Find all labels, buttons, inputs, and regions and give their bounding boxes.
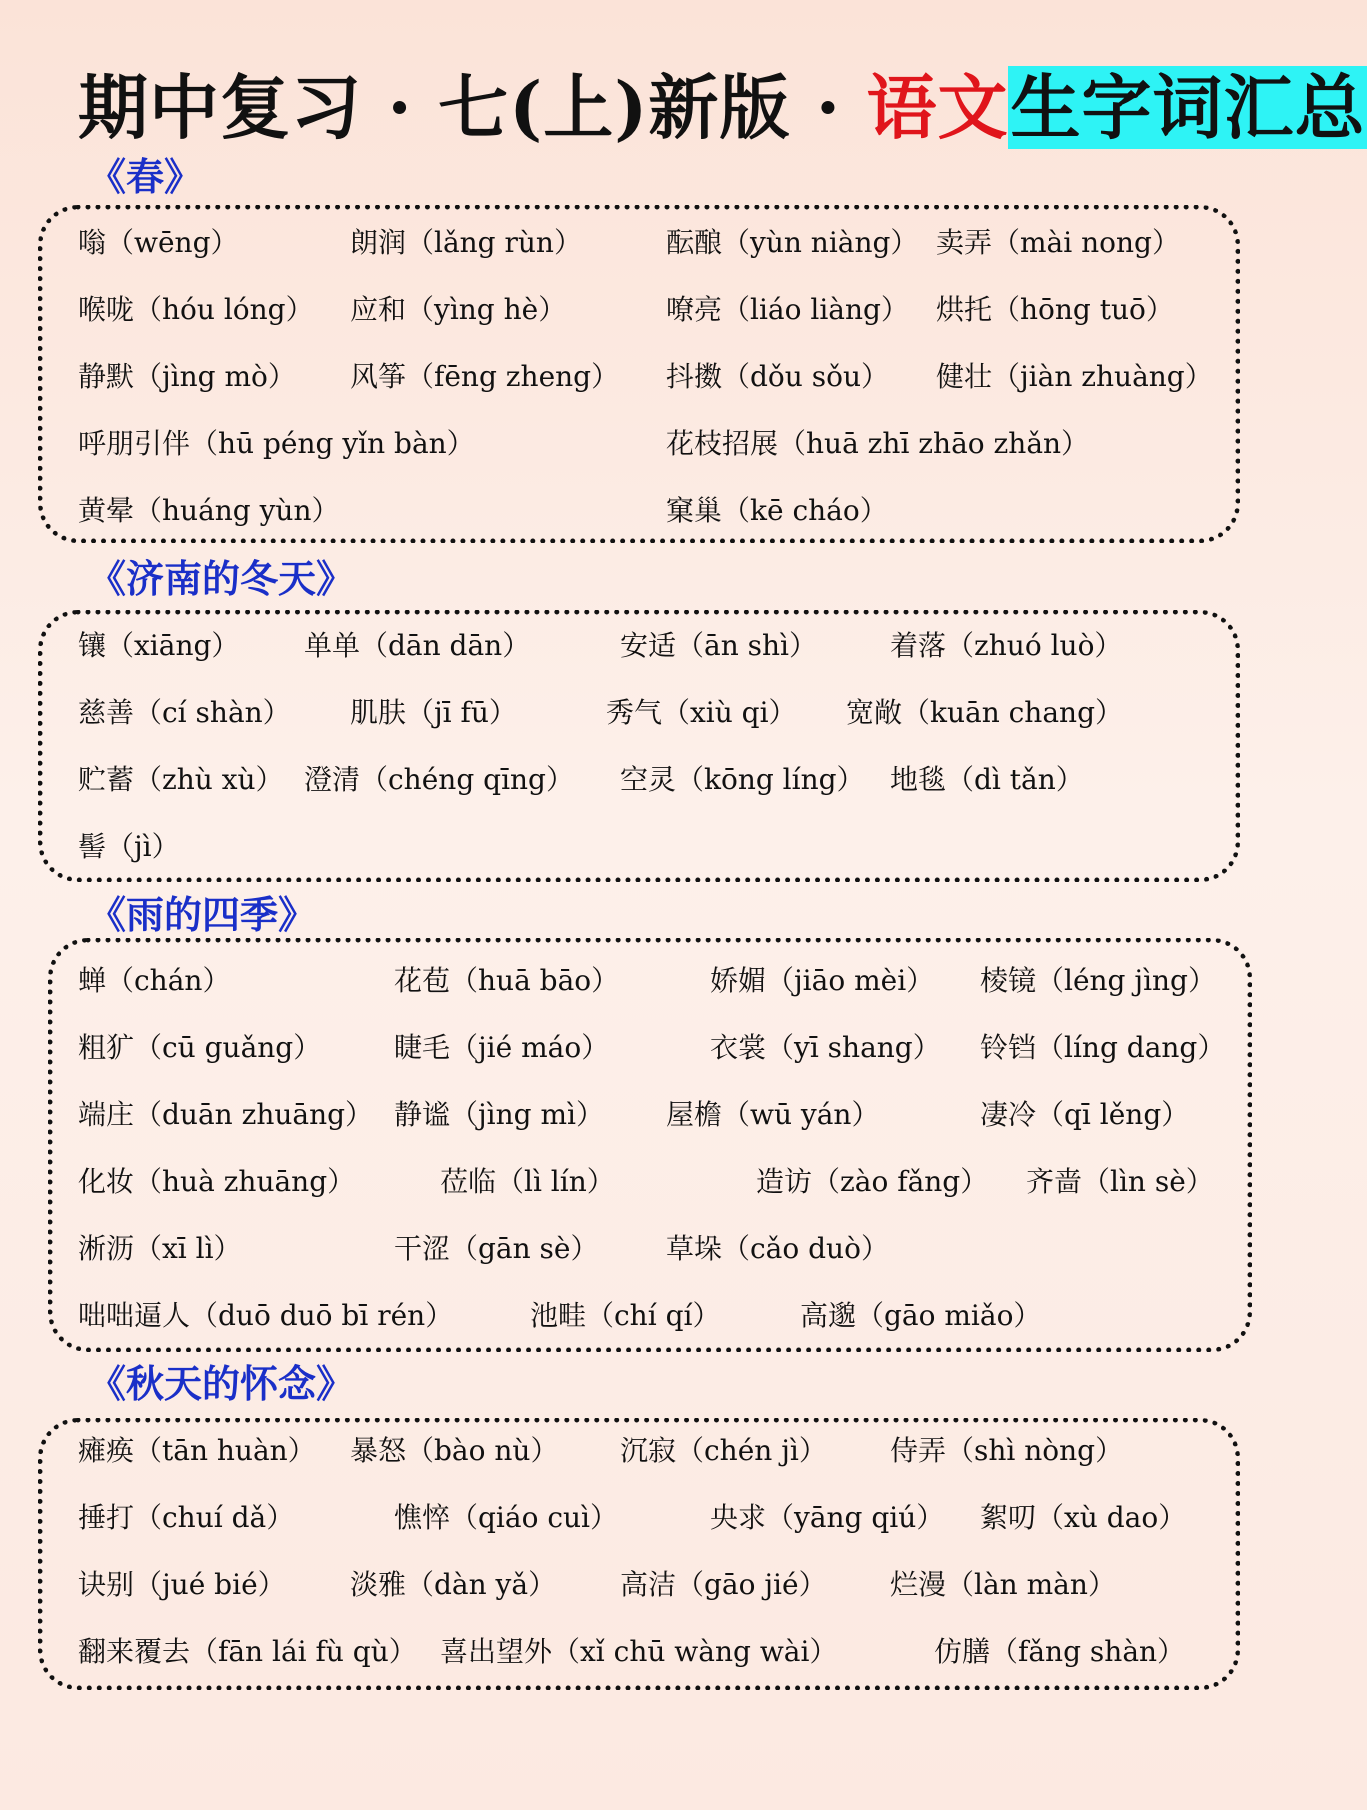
vocab-item: 睫毛（jié máo） bbox=[394, 1031, 610, 1064]
vocab-item: 镶（xiāng） bbox=[78, 629, 240, 662]
vocab-item: 喉咙（hóu lóng） bbox=[78, 293, 314, 326]
title-part2: 语文 bbox=[866, 66, 1009, 149]
vocab-item: 淅沥（xī lì） bbox=[78, 1232, 242, 1265]
vocab-item: 絮叨（xù dao） bbox=[980, 1501, 1187, 1534]
vocab-item: 应和（yìng hè） bbox=[350, 293, 567, 326]
vocab-item: 屋檐（wū yán） bbox=[666, 1098, 880, 1131]
vocab-item: 干涩（gān sè） bbox=[394, 1232, 599, 1265]
vocab-item: 静默（jìng mò） bbox=[78, 360, 296, 393]
vocab-item: 衣裳（yī shang） bbox=[710, 1031, 941, 1064]
vocab-item: 空灵（kōng líng） bbox=[620, 763, 865, 796]
vocab-item: 酝酿（yùn niàng） bbox=[666, 226, 919, 259]
vocab-item: 烂漫（làn màn） bbox=[890, 1568, 1116, 1601]
vocab-item: 沉寂（chén jì） bbox=[620, 1434, 827, 1467]
vocab-item: 着落（zhuó luò） bbox=[890, 629, 1123, 662]
vocab-item: 娇媚（jiāo mèi） bbox=[710, 964, 935, 997]
vocab-item: 宽敞（kuān chang） bbox=[846, 696, 1123, 729]
title-part1: 期中复习 · 七(上)新版 · bbox=[78, 66, 867, 149]
vocab-item: 央求（yāng qiú） bbox=[710, 1501, 945, 1534]
vocab-item: 安适（ān shì） bbox=[620, 629, 817, 662]
section-box-rain-seasons bbox=[48, 938, 1252, 1352]
vocab-item: 淡雅（dàn yǎ） bbox=[350, 1568, 557, 1601]
vocab-item: 仿膳（fǎng shàn） bbox=[934, 1635, 1186, 1668]
vocab-item: 单单（dān dān） bbox=[304, 629, 531, 662]
vocab-item: 喜出望外（xǐ chū wàng wài） bbox=[440, 1635, 838, 1668]
vocab-item: 地毯（dì tǎn） bbox=[890, 763, 1084, 796]
vocab-item: 抖擞（dǒu sǒu） bbox=[666, 360, 889, 393]
vocab-item: 侍弄（shì nòng） bbox=[890, 1434, 1124, 1467]
vocab-item: 憔悴（qiáo cuì） bbox=[394, 1501, 619, 1534]
page-title bbox=[78, 58, 1367, 158]
vocab-item: 端庄（duān zhuāng） bbox=[78, 1098, 374, 1131]
vocab-item: 翻来覆去（fān lái fù qù） bbox=[78, 1635, 417, 1668]
vocab-item: 池畦（chí qí） bbox=[530, 1299, 721, 1332]
vocab-item: 呼朋引伴（hū péng yǐn bàn） bbox=[78, 427, 475, 460]
title-part3: 生字词汇总 bbox=[1010, 66, 1366, 149]
vocab-item: 莅临（lì lín） bbox=[440, 1165, 615, 1198]
vocab-item: 咄咄逼人（duō duō bī rén） bbox=[78, 1299, 454, 1332]
vocab-item: 贮蓄（zhù xù） bbox=[78, 763, 284, 796]
vocab-item: 髻（jì） bbox=[78, 830, 180, 863]
vocab-item: 诀别（jué bié） bbox=[78, 1568, 286, 1601]
vocab-item: 慈善（cí shàn） bbox=[78, 696, 291, 729]
vocab-item: 嘹亮（liáo liàng） bbox=[666, 293, 909, 326]
vocab-item: 花枝招展（huā zhī zhāo zhǎn） bbox=[666, 427, 1090, 460]
vocab-item: 烘托（hōng tuō） bbox=[936, 293, 1174, 326]
vocab-item: 高洁（gāo jié） bbox=[620, 1568, 827, 1601]
vocab-item: 凄冷（qī lěng） bbox=[980, 1098, 1190, 1131]
vocab-item: 静谧（jìng mì） bbox=[394, 1098, 605, 1131]
vocab-item: 棱镜（léng jìng） bbox=[980, 964, 1216, 997]
vocab-item: 齐啬（lìn sè） bbox=[1026, 1165, 1214, 1198]
section-heading-autumn-memory: 《秋天的怀念》 bbox=[88, 1361, 355, 1406]
vocab-item: 黄晕（huáng yùn） bbox=[78, 494, 340, 527]
vocab-item: 铃铛（líng dang） bbox=[980, 1031, 1226, 1064]
vocab-item: 卖弄（mài nong） bbox=[936, 226, 1180, 259]
vocab-item: 风筝（fēng zheng） bbox=[350, 360, 620, 393]
vocab-item: 化妆（huà zhuāng） bbox=[78, 1165, 356, 1198]
vocab-item: 草垛（cǎo duò） bbox=[666, 1232, 889, 1265]
vocab-item: 蝉（chán） bbox=[78, 964, 231, 997]
vocab-item: 高邈（gāo miǎo） bbox=[800, 1299, 1042, 1332]
vocab-item: 健壮（jiàn zhuàng） bbox=[936, 360, 1213, 393]
vocab-item: 澄清（chéng qīng） bbox=[304, 763, 574, 796]
vocab-item: 瘫痪（tān huàn） bbox=[78, 1434, 316, 1467]
section-heading-spring: 《春》 bbox=[88, 154, 203, 199]
vocab-item: 造访（zào fǎng） bbox=[756, 1165, 989, 1198]
vocab-item: 秀气（xiù qi） bbox=[606, 696, 797, 729]
vocab-item: 粗犷（cū guǎng） bbox=[78, 1031, 322, 1064]
vocab-item: 肌肤（jī fū） bbox=[350, 696, 517, 729]
section-heading-rain-seasons: 《雨的四季》 bbox=[88, 892, 317, 937]
vocab-item: 窠巢（kē cháo） bbox=[666, 494, 888, 527]
vocab-item: 朗润（lǎng rùn） bbox=[350, 226, 582, 259]
vocab-item: 捶打（chuí dǎ） bbox=[78, 1501, 295, 1534]
vocab-item: 花苞（huā bāo） bbox=[394, 964, 620, 997]
section-heading-jinan-winter: 《济南的冬天》 bbox=[88, 556, 355, 601]
vocab-item: 嗡（wēng） bbox=[78, 226, 239, 259]
vocab-item: 暴怒（bào nù） bbox=[350, 1434, 559, 1467]
